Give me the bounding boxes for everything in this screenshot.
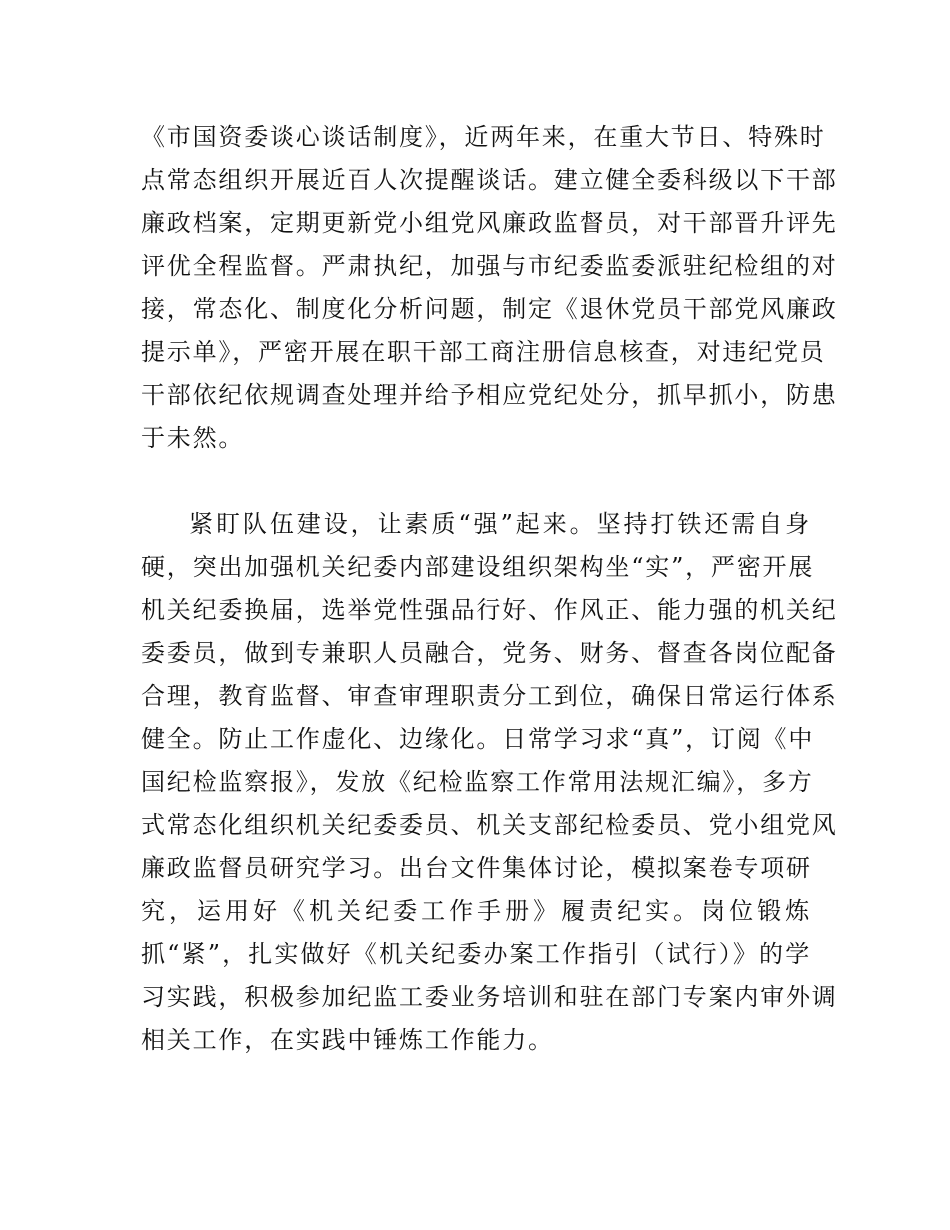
paragraph-spacer (141, 460, 811, 503)
paragraph-2-line: 抓“紧”，扎实做好《机关纪委办案工作指引（试行）》的学 (141, 940, 811, 968)
paragraph-2-line: 硬，突出加强机关纪委内部建设组织架构坐“实”，严密开展 (141, 553, 815, 581)
paragraph-2-line: 健全。防止工作虚化、边缘化。日常学习求“真”，订阅《中 (141, 725, 815, 753)
paragraph-1-line: 《市国资委谈心谈话制度》，近两年来，在重大节日、特殊时 (141, 123, 826, 151)
paragraph-2-line: 合理，教育监督、审查审理职责分工到位，确保日常运行体系 (141, 682, 838, 710)
paragraph-1 (141, 116, 838, 460)
paragraph-1-line: 干部依纪依规调查处理并给予相应党纪处分，抓早抓小，防患 (141, 381, 838, 409)
paragraph-1-line: 点常态组织开展近百人次提醒谈话。建立健全委科级以下干部 (141, 166, 838, 194)
paragraph-2-line: 机关纪委换届，选举党性强品行好、作风正、能力强的机关纪 (141, 596, 838, 624)
document-body (141, 116, 838, 1062)
paragraph-2-line: 习实践，积极参加纪监工委业务培训和驻在部门专案内审外调 (141, 983, 838, 1011)
paragraph-2-line: 廉政监督员研究学习。出台文件集体讨论，模拟案卷专项研 (141, 854, 812, 882)
paragraph-1-line: 提示单》，严密开展在职干部工商注册信息核查，对违纪党员 (141, 338, 826, 366)
paragraph-2-line: 国纪检监察报》，发放《纪检监察工作常用法规汇编》，多方 (141, 768, 814, 796)
paragraph-2-line: 究，运用好《机关纪委工作手册》履责纪实。岗位锻炼 (141, 897, 811, 925)
paragraph-1-line: 评优全程监督。严肃执纪，加强与市纪委监委派驻纪检组的对 (141, 252, 838, 280)
paragraph-2 (141, 503, 838, 1062)
paragraph-1-line: 廉政档案，定期更新党小组党风廉政监督员，对干部晋升评先 (141, 209, 838, 237)
paragraph-1-line: 接，常态化、制度化分析问题，制定《退休党员干部党风廉政 (141, 295, 838, 323)
paragraph-2-line: 式常态化组织机关纪委委员、机关支部纪检委员、党小组党风 (141, 811, 838, 839)
paragraph-1-line: 于未然。 (141, 424, 245, 452)
paragraph-2-line: 委委员，做到专兼职人员融合，党务、财务、督查各岗位配备 (141, 639, 838, 667)
paragraph-2-line: 相关工作，在实践中锤炼工作能力。 (141, 1026, 554, 1054)
paragraph-2-line: 紧盯队伍建设，让素质“强”起来。坚持打铁还需自身 (189, 510, 811, 538)
